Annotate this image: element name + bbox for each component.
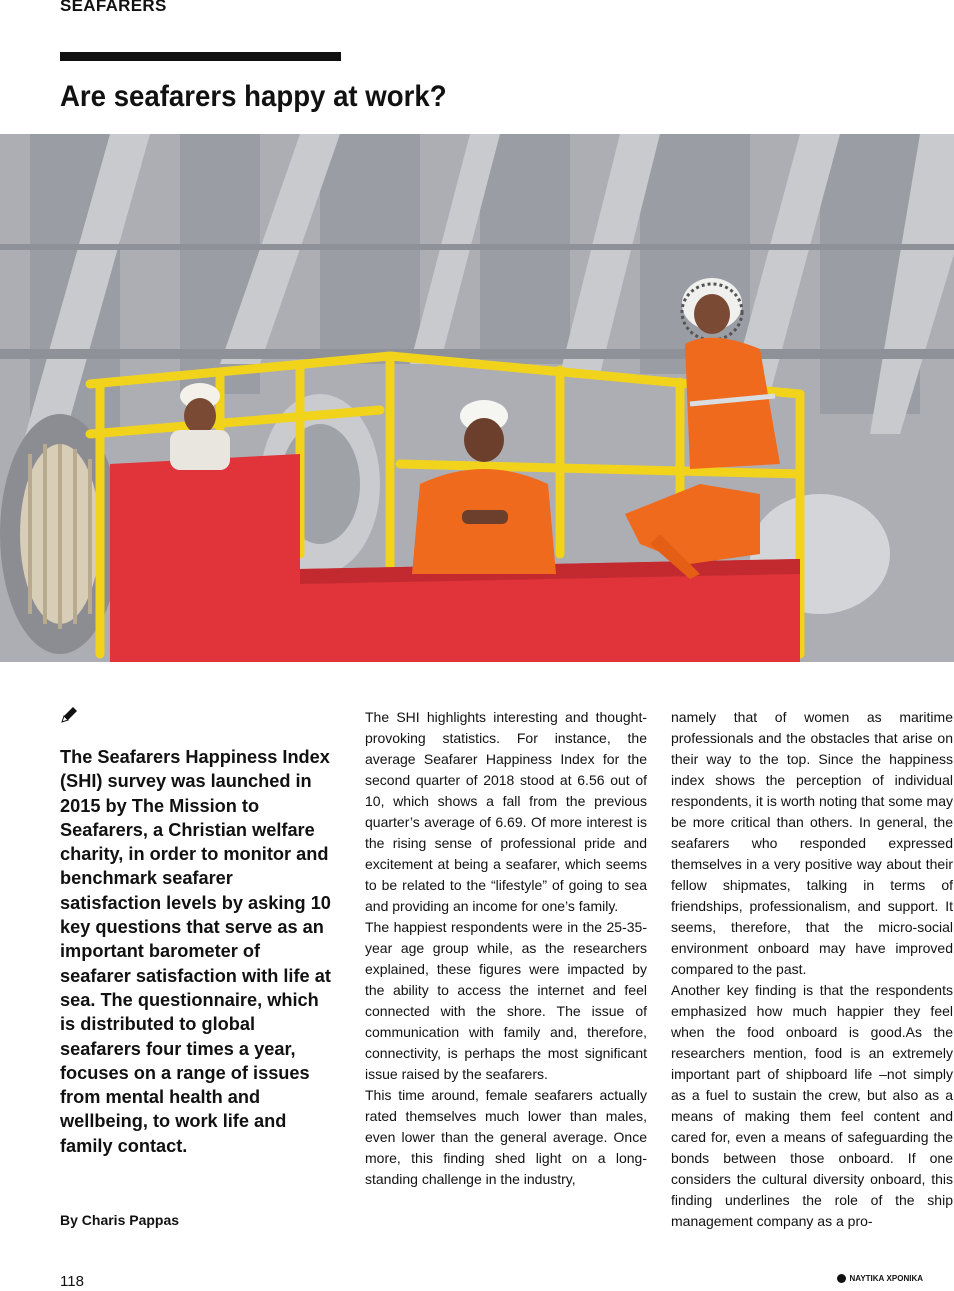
article-lead: The Seafarers Happiness Index (SHI) survey was launched in 2015 by The Mission to Seafarers, a Christian welfare charity, in order to monitor and benchmark seafarer satisfaction levels by asking 10 key questions that serve as an important barometer of seafarer satisfaction with life at sea. The questionnaire, which is distributed to global seafarers four times a year, focuses on a range of issues from mental health and wellbeing, to work life and family contact. — [60, 747, 331, 1156]
paragraph: The SHI highlights interesting and thought-provoking statistics. For instance, the average Seafarer Happiness Index for the second quarter of 2018 stood at 6.56 out of 10, which shows a fall from the previous quarter’s average of 6.69. Of more interest is the rising sense of professional pride and excitement at being a seafarer, which seems to be related to the “lifestyle” of going to sea and providing an income for one’s family. — [365, 709, 647, 914]
section-label: SEAFARERS — [60, 0, 167, 15]
pen-icon — [60, 704, 80, 724]
page-number: 118 — [60, 1273, 84, 1290]
magazine-name: ΝΑΥΤΙΚΑ ΧΡΟΝΙΚΑ — [849, 1274, 923, 1283]
title-rule — [60, 52, 341, 61]
column-3 — [671, 707, 953, 1232]
byline: By Charis Pappas — [60, 1212, 180, 1228]
paragraph: namely that of women as maritime professionals and the obstacles that arise on their way to the top. Since the happiness index shows the perception of individual respondents, it is worth noting that some may be more critical than others. In general, the seafarers who responded expressed themselves in a very positive way about their fellow shipmates, talking in terms of friendships, professionalism, and support. It seems, therefore, that the micro-social environment onboard may have improved compared to the past. — [671, 709, 953, 977]
magazine-logo-icon — [837, 1274, 846, 1283]
column-2 — [365, 707, 647, 1190]
magazine-footer — [837, 1274, 924, 1283]
paragraph: The happiest respondents were in the 25-35-year age group while, as the researchers explained, these figures were impacted by the ability to access the internet and feel connected with the shore. The issue of communication with family and, therefore, connectivity, is perhaps the most significant issue raised by the seafarers. — [365, 919, 647, 1082]
article-photo — [0, 134, 954, 662]
paragraph: Another key finding is that the respondents emphasized how much happier they feel when the food onboard is good.As the researchers mention, food is an extremely important part of shipboard life –not simply as a fuel to sustain the crew, but also as a means of making them feel content and cared for, even a means of safeguarding the bonds between those onboard. If one considers the cultural diversity onboard, this finding underlines the role of the ship management company as a pro- — [671, 982, 953, 1229]
paragraph: This time around, female seafarers actually rated themselves much lower than males, even lower than the general average. Once more, this finding shed light on a long-standing challenge in the industry, — [365, 1087, 647, 1187]
article-headline: Are seafarers happy at work? — [60, 80, 447, 113]
